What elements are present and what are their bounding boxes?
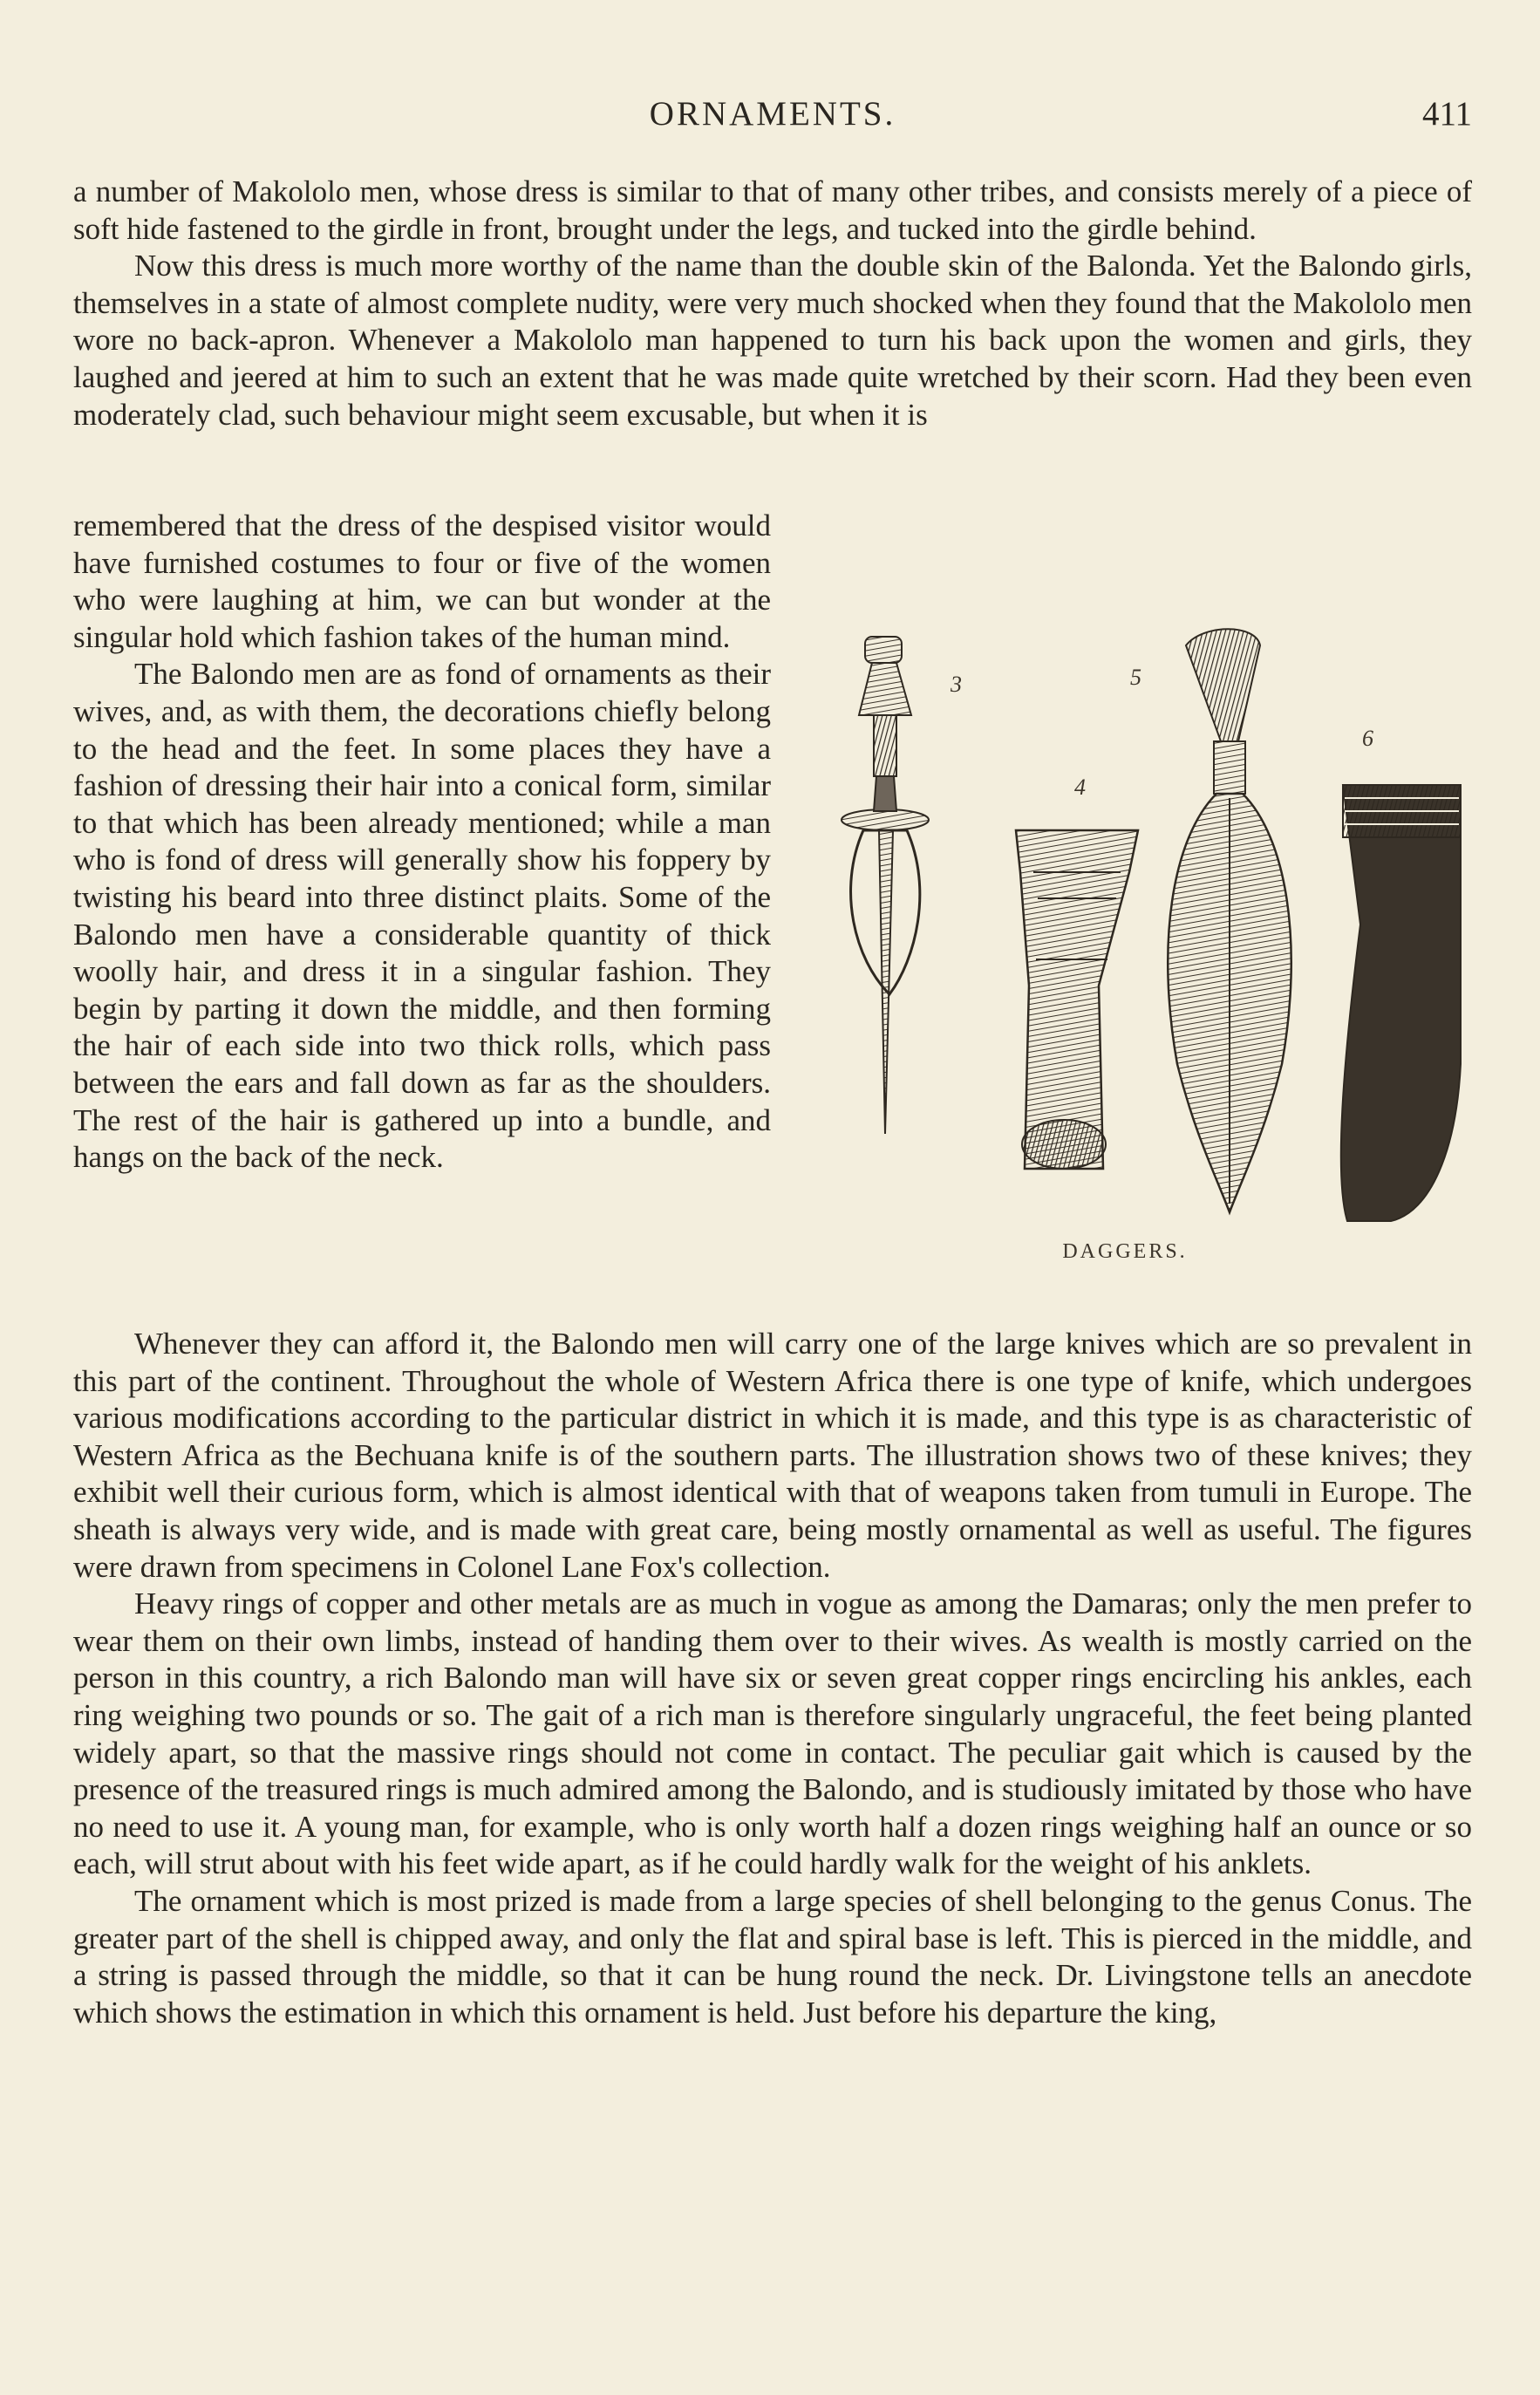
- figure-label-6: 6: [1362, 726, 1373, 751]
- sheath-4: [1016, 830, 1138, 1169]
- dagger-5: [1168, 629, 1291, 1212]
- text-block-top: [73, 174, 1472, 433]
- dagger-3: [842, 637, 929, 1134]
- daggers-illustration: [820, 611, 1482, 1273]
- paragraph: Now this dress is much more worthy of the name than the double skin of the Balonda. Yet the Balondo girls, themselves in a state of almost complete nudity, were very much shocked when they found that the Makololo men wore no back-apron. Whenever a Makololo man happened to turn his back upon the women and girls, they laughed and jeered at him to such an extent that he was made quite wretched by their scorn. Had they been even moderately clad, such behaviour might seem excusable, but when it is: [73, 249, 1472, 432]
- figure-label-5: 5: [1130, 665, 1141, 690]
- page-number: 411: [1421, 95, 1472, 133]
- paragraph: The ornament which is most prized is made from a large species of shell belonging to the genus Conus. The greater part of the shell is chipped away, and only the flat and spiral base is left. This is pierced in the middle, and a string is passed through the middle, so that it can be hung round the neck. Dr. Livingstone tells an anecdote which shows the estimation in which this ornament is held. Just before his departure the king,: [73, 1883, 1472, 2030]
- daggers-drawing: [820, 611, 1482, 1273]
- paragraph: a number of Makololo men, whose dress is similar to that of many other tribes, and consists merely of a piece of soft hide fastened to the girdle in front, brought under the legs, and tucked into the girdle behind.: [73, 174, 1472, 246]
- figure-label-3: 3: [951, 672, 962, 697]
- paragraph: The Balondo men are as fond of ornaments as their wives, and, as with them, the decorations chiefly belong to the head and the feet. In some places they have a fashion of dressing their hair into a conical form, similar to that which has been already mentioned; while a man who is fond of dress will generally show his foppery by twisting his beard into three distinct plaits. Some of the Balondo men have a considerable quantity of thick woolly hair, and dress it in a singular fashion. They begin by parting it down the middle, and then forming the hair of each side into two thick rolls, which pass between the ears and fall down as far as the shoulders. The rest of the hair is gathered up into a bundle, and hangs on the back of the neck.: [73, 657, 771, 1175]
- figure-caption: DAGGERS.: [1062, 1240, 1188, 1263]
- paragraph: remembered that the dress of the despised visitor would have furnished costumes to four or five of the women who were laughing at him, we can but wonder at the singular hold which fashion takes of the human mind.: [73, 508, 771, 654]
- sheath-6: [1341, 785, 1461, 1221]
- figure-label-4: 4: [1074, 774, 1086, 800]
- text-block-beside-figure: [73, 508, 771, 1177]
- paragraph: Heavy rings of copper and other metals are as much in vogue as among the Damaras; only the men prefer to wear them on their own limbs, instead of handing them over to their wives. As wealth is mostly carried on the person in this country, a rich Balondo man will have six or seven great copper rings encircling his ankles, each ring weighing two pounds or so. The gait of a rich man is therefore singularly ungraceful, the feet being planted widely apart, so that the massive rings should not come in contact. The peculiar gait which is caused by the presence of the treasured rings is much admired among the Balondo, and is studiously imitated by those who have no need to use it. A young man, for example, who is only worth half a dozen rings weighing half an ounce or so each, will strut about with his feet wide apart, as if he could hardly walk for the weight of his anklets.: [73, 1586, 1472, 1881]
- page-title: ORNAMENTS.: [649, 95, 896, 133]
- text-block-bottom: [73, 1326, 1472, 2031]
- paragraph: Whenever they can afford it, the Balondo men will carry one of the large knives which are so prevalent in this part of the continent. Throughout the whole of Western Africa there is one type of knife, which undergoes various modifications according to the particular district in which it is made, and this type is as characteristic of Western Africa as the Bechuana knife is of the southern parts. The illustration shows two of these knives; they exhibit well their curious form, which is almost identical with that of weapons taken from tumuli in Europe. The sheath is always very wide, and is made with great care, being mostly ornamental as well as useful. The figures were drawn from specimens in Colonel Lane Fox's collection.: [73, 1327, 1472, 1584]
- running-header: [73, 94, 1472, 147]
